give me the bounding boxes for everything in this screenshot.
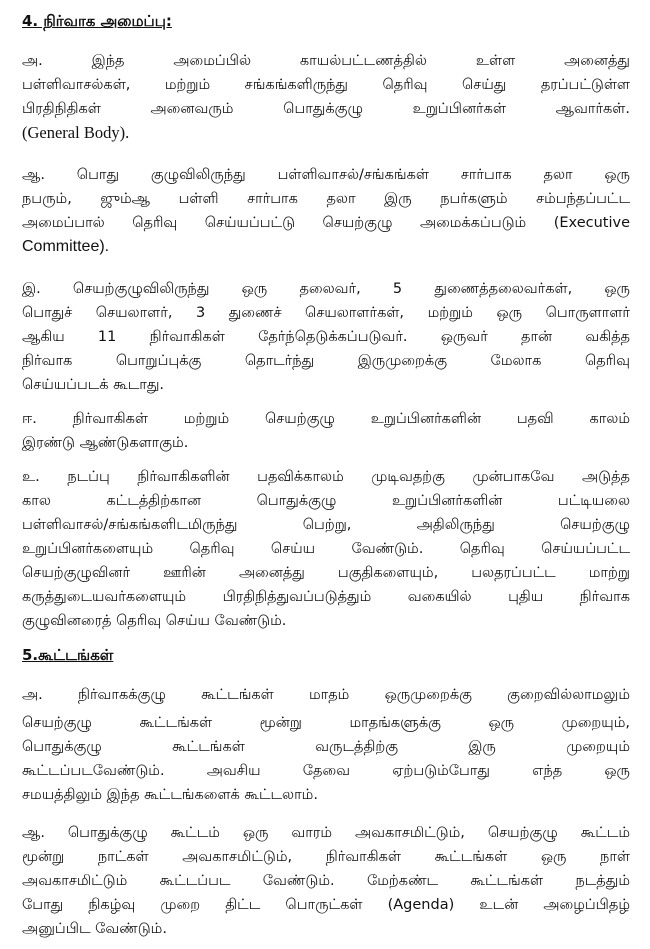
section-4-para-u-line-3: பள்ளிவாசல்/சங்கங்களிடமிருந்து பெற்று, அதிலிருந்து செயற்குழு	[22, 517, 630, 533]
section-5-para-a-line-1: அ. நிர்வாகக்குழு கூட்டங்கள் மாதம் ஒருமுறைக்கு குறைவில்லாமலும்	[22, 687, 630, 703]
section-5-para-aa-line-3: அவகாசமிட்டும் கூட்டப்பட வேண்டும். மேற்கண்ட கூட்டங்கள் நடத்தும்	[22, 873, 630, 889]
section-4-para-ii-line-1: ஈ. நிர்வாகிகள் மற்றும் செயற்குழு உறுப்பினர்களின் பதவி காலம்	[22, 411, 630, 427]
section-5-para-aa-line-4: போது நிகழ்வு முறை திட்ட பொருட்கள் (Agenda) உடன் அழைப்பிதழ்	[22, 897, 630, 913]
section-5-para-aa-line-2: மூன்று நாட்கள் அவகாசமிட்டும், நிர்வாகிகள் கூட்டங்கள் ஒரு நாள்	[22, 849, 630, 865]
section-5-para-aa-line-1: ஆ. பொதுக்குழு கூட்டம் ஒரு வாரம் அவகாசமிட்டும், செயற்குழு கூட்டம்	[22, 825, 630, 841]
section-4-para-u-line-2: கால கட்டத்திற்கான பொதுக்குழு உறுப்பினர்களின் பட்டியலை	[22, 493, 630, 509]
section-4-para-aa-line-2: நபரும், ஜும்ஆ பள்ளி சார்பாக தலா இரு நபர்களும் சம்பந்தப்பட்ட	[22, 191, 630, 207]
section-4-para-i-line-3: ஆகிய 11 நிர்வாகிகள் தேர்ந்தெடுக்கப்படுவர். ஒருவர் தான் வகித்த	[22, 329, 630, 345]
section-4-para-a-line-3: பிரதிநிதிகள் அனைவரும் பொதுக்குழு உறுப்பினர்கள் ஆவார்கள்.	[22, 101, 630, 117]
section-4-para-a-line-1: அ. இந்த அமைப்பில் காயல்பட்டணத்தில் உள்ள அனைத்து	[22, 53, 630, 69]
section-5-para-a-line-2: செயற்குழு கூட்டங்கள் மூன்று மாதங்களுக்கு ஒரு முறையும்,	[22, 715, 630, 731]
section-4-para-aa-line-3: அமைப்பால் தெரிவு செய்யப்பட்டு செயற்குழு அமைக்கப்படும் (Executive	[22, 215, 630, 231]
section-4-para-aa-line-4: Committee).	[22, 238, 110, 255]
section-4-para-i-line-5: செய்யப்படக் கூடாது.	[22, 377, 165, 393]
section-4-para-aa-line-1: ஆ. பொது குழுவிலிருந்து பள்ளிவாசல்/சங்கங்கள் சார்பாக தலா ஒரு	[22, 167, 630, 183]
section-5-para-a-line-5: சமயத்திலும் இந்த கூட்டங்களைக் கூட்டலாம்.	[22, 787, 318, 803]
section-5-heading: 5.கூட்டங்கள்	[22, 646, 114, 664]
section-5-para-a-line-4: கூட்டப்படவேண்டும். அவசிய தேவை ஏற்படும்போது எந்த ஒரு	[22, 763, 630, 779]
section-4-para-ii-line-2: இரண்டு ஆண்டுகளாகும்.	[22, 435, 189, 451]
section-5-para-aa-line-5: அனுப்பிட வேண்டும்.	[22, 921, 167, 937]
section-4-para-i-line-4: நிர்வாக பொறுப்புக்கு தொடர்ந்து இருமுறைக்கு மேலாக தெரிவு	[22, 353, 630, 369]
section-5-para-a-line-3: பொதுக்குழு கூட்டங்கள் வருடத்திற்கு இரு முறையும்	[22, 739, 630, 755]
section-4-para-a-line-2: பள்ளிவாசல்கள், மற்றும் சங்கங்களிருந்து தெரிவு செய்து தரப்பட்டுள்ள	[22, 77, 630, 93]
section-4-para-u-line-4: உறுப்பினர்களையும் தெரிவு செய்ய வேண்டும். தெரிவு செய்யப்பட்ட	[22, 541, 630, 557]
section-4-para-u-line-6: கருத்துடையவர்களையும் பிரதிநித்துவப்படுத்தும் வகையில் புதிய நிர்வாக	[22, 589, 630, 605]
section-4-para-i-line-1: இ. செயற்குழுவிலிருந்து ஒரு தலைவர், 5 துணைத்தலைவர்கள், ஒரு	[22, 281, 630, 297]
section-4-para-i-line-2: பொதுச் செயலாளர், 3 துணைச் செயலாளர்கள், மற்றும் ஒரு பொருளாளர்	[22, 305, 630, 321]
section-4-para-u-line-1: உ. நடப்பு நிர்வாகிகளின் பதவிக்காலம் முடிவதற்கு முன்பாகவே அடுத்த	[22, 469, 630, 485]
section-4-heading: 4. நிர்வாக அமைப்பு:	[22, 12, 172, 30]
section-4-para-a-line-4: (General Body).	[22, 124, 130, 142]
section-4-para-u-line-5: செயற்குழுவினர் ஊரின் அனைத்து பகுதிகளையும், பலதரப்பட்ட மாற்று	[22, 565, 630, 581]
section-4-para-u-line-7: குழுவினரைத் தெரிவு செய்ய வேண்டும்.	[22, 613, 287, 629]
